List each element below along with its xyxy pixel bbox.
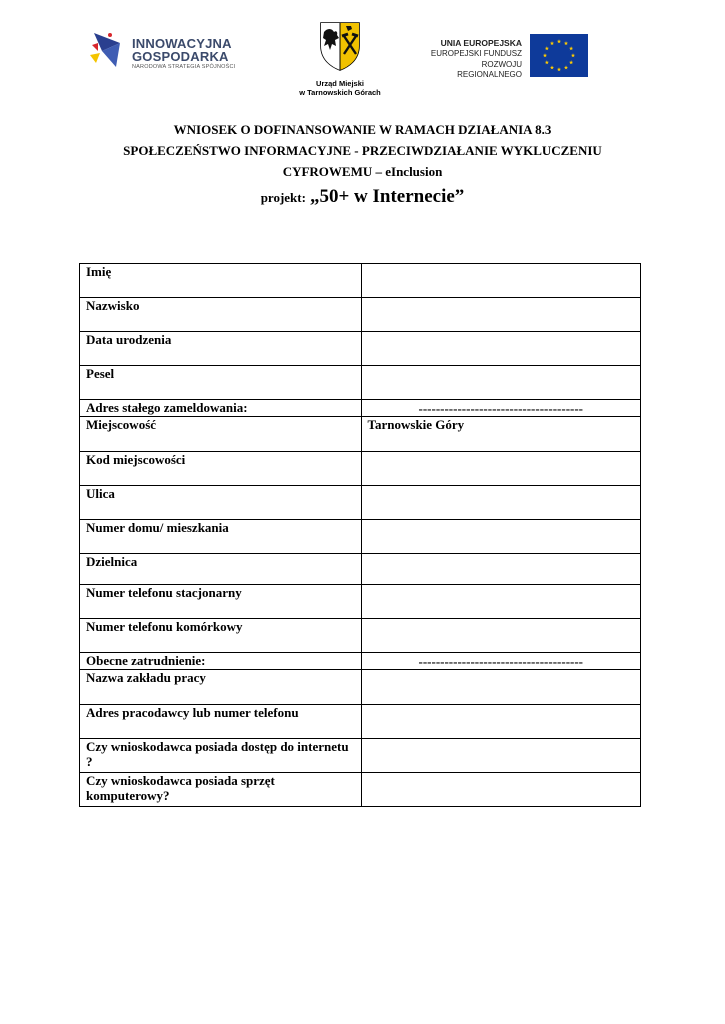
form-row-value: Tarnowskie Góry <box>361 417 640 452</box>
city-caption-line1: Urząd Miejski <box>316 79 364 88</box>
form-row-entry-field[interactable] <box>361 554 640 585</box>
form-row <box>80 400 641 417</box>
form-row <box>80 417 641 452</box>
title-line3: CYFROWEMU – eInclusion <box>282 164 443 179</box>
innowacyjna-gospodarka-emblem-icon <box>90 29 130 73</box>
form-row-label: Dzielnica <box>80 554 362 585</box>
form-row-label: Ulica <box>80 486 362 520</box>
coat-of-arms-icon <box>318 20 362 72</box>
project-heading <box>60 186 665 208</box>
form-row-entry-field[interactable] <box>361 670 640 705</box>
form-row-label: Numer telefonu komórkowy <box>80 619 362 653</box>
form-row-label: Nazwisko <box>80 298 362 332</box>
form-row <box>80 264 641 298</box>
form-row-entry-field[interactable] <box>361 520 640 554</box>
form-row-label: Numer domu/ mieszkania <box>80 520 362 554</box>
form-row-label: Czy wnioskodawca posiada sprzęt komputerowy? <box>80 773 362 807</box>
logo-ig-line2: GOSPODARKA <box>132 49 229 64</box>
form-row-label: Nazwa zakładu pracy <box>80 670 362 705</box>
form-row <box>80 452 641 486</box>
form-row-entry-field[interactable] <box>361 452 640 486</box>
form-row <box>80 554 641 585</box>
city-caption-line2: w Tarnowskich Górach <box>299 88 381 97</box>
form-row <box>80 298 641 332</box>
form-row <box>80 585 641 619</box>
city-coat-of-arms-logo <box>290 20 390 98</box>
form-row-label: Pesel <box>80 366 362 400</box>
form-row-label: Miejscowość <box>80 417 362 452</box>
form-row-entry-field[interactable] <box>361 739 640 773</box>
project-label: projekt: <box>260 190 306 205</box>
form-row-label: Adres stałego zameldowania: <box>80 400 362 417</box>
form-row-entry-field[interactable] <box>361 264 640 298</box>
form-row-label: Adres pracodawcy lub numer telefonu <box>80 705 362 739</box>
form-row <box>80 486 641 520</box>
form-row-entry-field[interactable] <box>361 298 640 332</box>
logo-ig-line3: NARODOWA STRATEGIA SPÓJNOŚCI <box>132 64 236 70</box>
form-row-label: Czy wnioskodawca posiada dostęp do internetu ? <box>80 739 362 773</box>
section-divider-dashes: -------------------------------------- <box>361 653 640 670</box>
form-row-label: Kod miejscowości <box>80 452 362 486</box>
form-row <box>80 619 641 653</box>
form-row <box>80 653 641 670</box>
form-row <box>80 773 641 807</box>
form-row <box>80 739 641 773</box>
project-name: „50+ w Internecie” <box>309 186 465 207</box>
eu-flag-icon <box>530 34 588 77</box>
form-row <box>80 520 641 554</box>
innowacyjna-gospodarka-logo <box>90 27 250 79</box>
logo-ig-line1: INNOWACYJNA <box>132 36 232 51</box>
form-row-entry-field[interactable] <box>361 773 640 807</box>
form-row-entry-field[interactable] <box>361 585 640 619</box>
eu-text-line2: EUROPEJSKI FUNDUSZ <box>430 49 522 58</box>
form-row-label: Data urodzenia <box>80 332 362 366</box>
form-row-entry-field[interactable] <box>361 705 640 739</box>
form-row-entry-field[interactable] <box>361 366 640 400</box>
form-row-label: Obecne zatrudnienie: <box>80 653 362 670</box>
eu-fund-logo <box>418 34 588 78</box>
title-line1: WNIOSEK O DOFINANSOWANIE W RAMACH DZIAŁANIA 8.3 <box>173 122 552 137</box>
form-row-label: Imię <box>80 264 362 298</box>
form-row-label: Numer telefonu stacjonarny <box>80 585 362 619</box>
form-row-entry-field[interactable] <box>361 619 640 653</box>
eu-text-line3: ROZWOJU REGIONALNEGO <box>457 59 522 79</box>
eu-text-line1: UNIA EUROPEJSKA <box>440 38 522 48</box>
application-form-table <box>79 263 641 807</box>
form-row-entry-field[interactable] <box>361 486 640 520</box>
document-title <box>60 119 665 182</box>
form-row <box>80 366 641 400</box>
form-row-entry-field[interactable] <box>361 332 640 366</box>
form-row <box>80 332 641 366</box>
form-row <box>80 705 641 739</box>
form-row <box>80 670 641 705</box>
section-divider-dashes: -------------------------------------- <box>361 400 640 417</box>
title-line2: SPOŁECZEŃSTWO INFORMACYJNE - PRZECIWDZIAŁANIE WYKLUCZENIU <box>123 143 602 158</box>
